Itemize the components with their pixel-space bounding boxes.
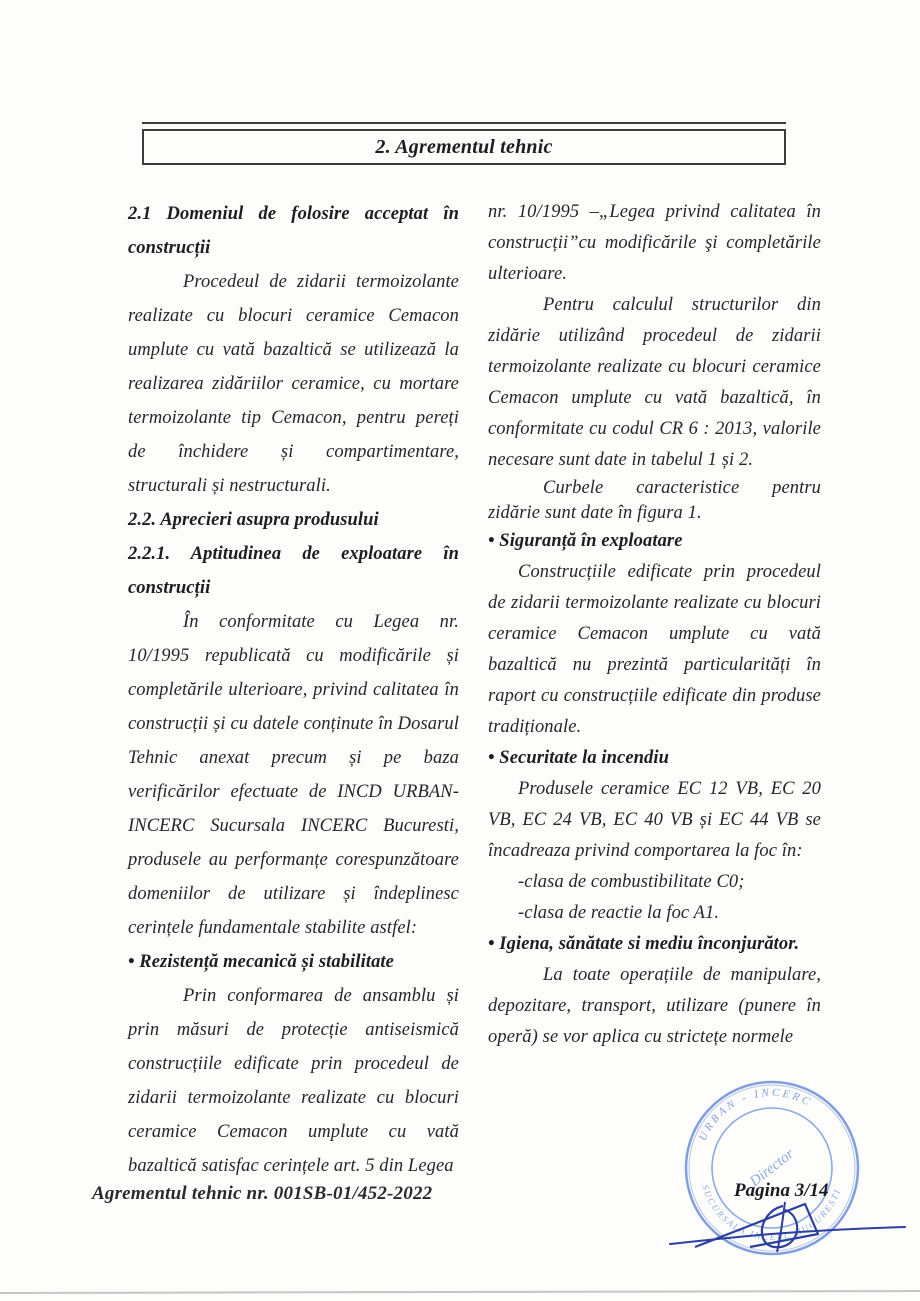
list-item-combustibilitate: -clasa de combustibilitate C0; [518, 872, 745, 892]
paragraph: În conformitate cu Legea nr. 10/1995 republicată cu modificările și completările ulterioare, privind calitatea în construcții și cu datele conținute în Dosarul Tehnic anexat precum și pe baza verificărilor efectuate de INCD URBAN-INCERC Sucursala INCERC Bucuresti, produsele au performanțe corespunzătoare domeniilor de utilizare și îndeplinesc cerințele fundamentale stabilite astfel: [128, 612, 459, 938]
paragraph: Curbele caracteristice pentru zidărie sunt date în figura 1. [488, 478, 821, 523]
stamp-center-text: Director [746, 1145, 798, 1191]
heading-2-2: 2.2. Aprecieri asupra produsului [128, 510, 379, 530]
heading-2-2-1: 2.2.1. Aptitudinea de exploatare în construcții [128, 544, 459, 598]
heading-2-1: 2.1 Domeniul de folosire acceptat în construcții [128, 204, 459, 258]
paragraph: La toate operațiile de manipulare, depozitare, transport, utilizare (punere în operă) se vor aplica cu strictețe normele [488, 965, 821, 1047]
signature [655, 1192, 920, 1262]
bullet-heading-securitate: • Securitate la incendiu [488, 748, 670, 768]
paragraph: Pentru calculul structurilor din zidărie utilizând procedeul de zidarii termoizolante realizate cu blocuri ceramice Cemacon umplute cu vată bazaltică, în conformitate cu codul CR 6 : 2013, valorile necesare sunt date in tabelul 1 și 2. [488, 295, 821, 470]
list-item-reactie-foc: -clasa de reactie la foc A1. [518, 903, 720, 923]
stamp-ring-text-bottom: SUCURSALA INCERC BUCURESTI [700, 1183, 843, 1243]
paragraph: nr. 10/1995 –„Legea privind calitatea în construcții”cu modificările şi completările ulterioare. [488, 202, 821, 284]
scan-edge-line [0, 1290, 920, 1294]
paragraph: Procedeul de zidarii termoizolante realizate cu blocuri ceramice Cemacon umplute cu vată bazaltică se utilizează la realizarea zidăriilor ceramice, cu mortare termoizolante tip Cemacon, pentru pereți de închidere și compartimentare, structurali și nestructurali. [128, 272, 459, 496]
svg-text:URBAN - INCERC [697, 1087, 815, 1143]
footer-doc-ref: Agrementul tehnic nr. 001SB-01/452-2022 [92, 1183, 433, 1204]
right-column [488, 197, 821, 1053]
left-column [128, 197, 459, 1183]
paragraph: Construcțiile edificate prin procedeul de zidarii termoizolante realizate cu blocuri ceramice Cemacon umplute cu vată bazaltică nu prezintă particularități în raport cu construcțiile edificate din produse tradiționale. [488, 562, 821, 737]
bullet-heading-siguranta: • Siguranță în exploatare [488, 531, 683, 551]
stamp-ring-text-top: URBAN - INCERC [696, 1086, 815, 1143]
paragraph: Produsele ceramice EC 12 VB, EC 20 VB, EC 24 VB, EC 40 VB și EC 44 VB se încadreaza privind comportarea la foc în: [488, 779, 821, 861]
bullet-heading-igiena: • Igiena, sănătate si mediu înconjurător. [488, 934, 800, 954]
bullet-heading-rezistenta: • Rezistență mecanică și stabilitate [128, 952, 394, 972]
title-box [142, 122, 786, 165]
page-title: 2. Agrementul tehnic [375, 135, 553, 158]
paragraph: Prin conformarea de ansamblu și prin măsuri de protecție antiseismică construcțiile edificate prin procedeul de zidarii termoizolante realizate cu blocuri ceramice Cemacon umplute cu vată bazaltică satisfac cerințele art. 5 din Legea [128, 986, 459, 1176]
footer-page-number: Pagina 3/14 [734, 1180, 829, 1201]
